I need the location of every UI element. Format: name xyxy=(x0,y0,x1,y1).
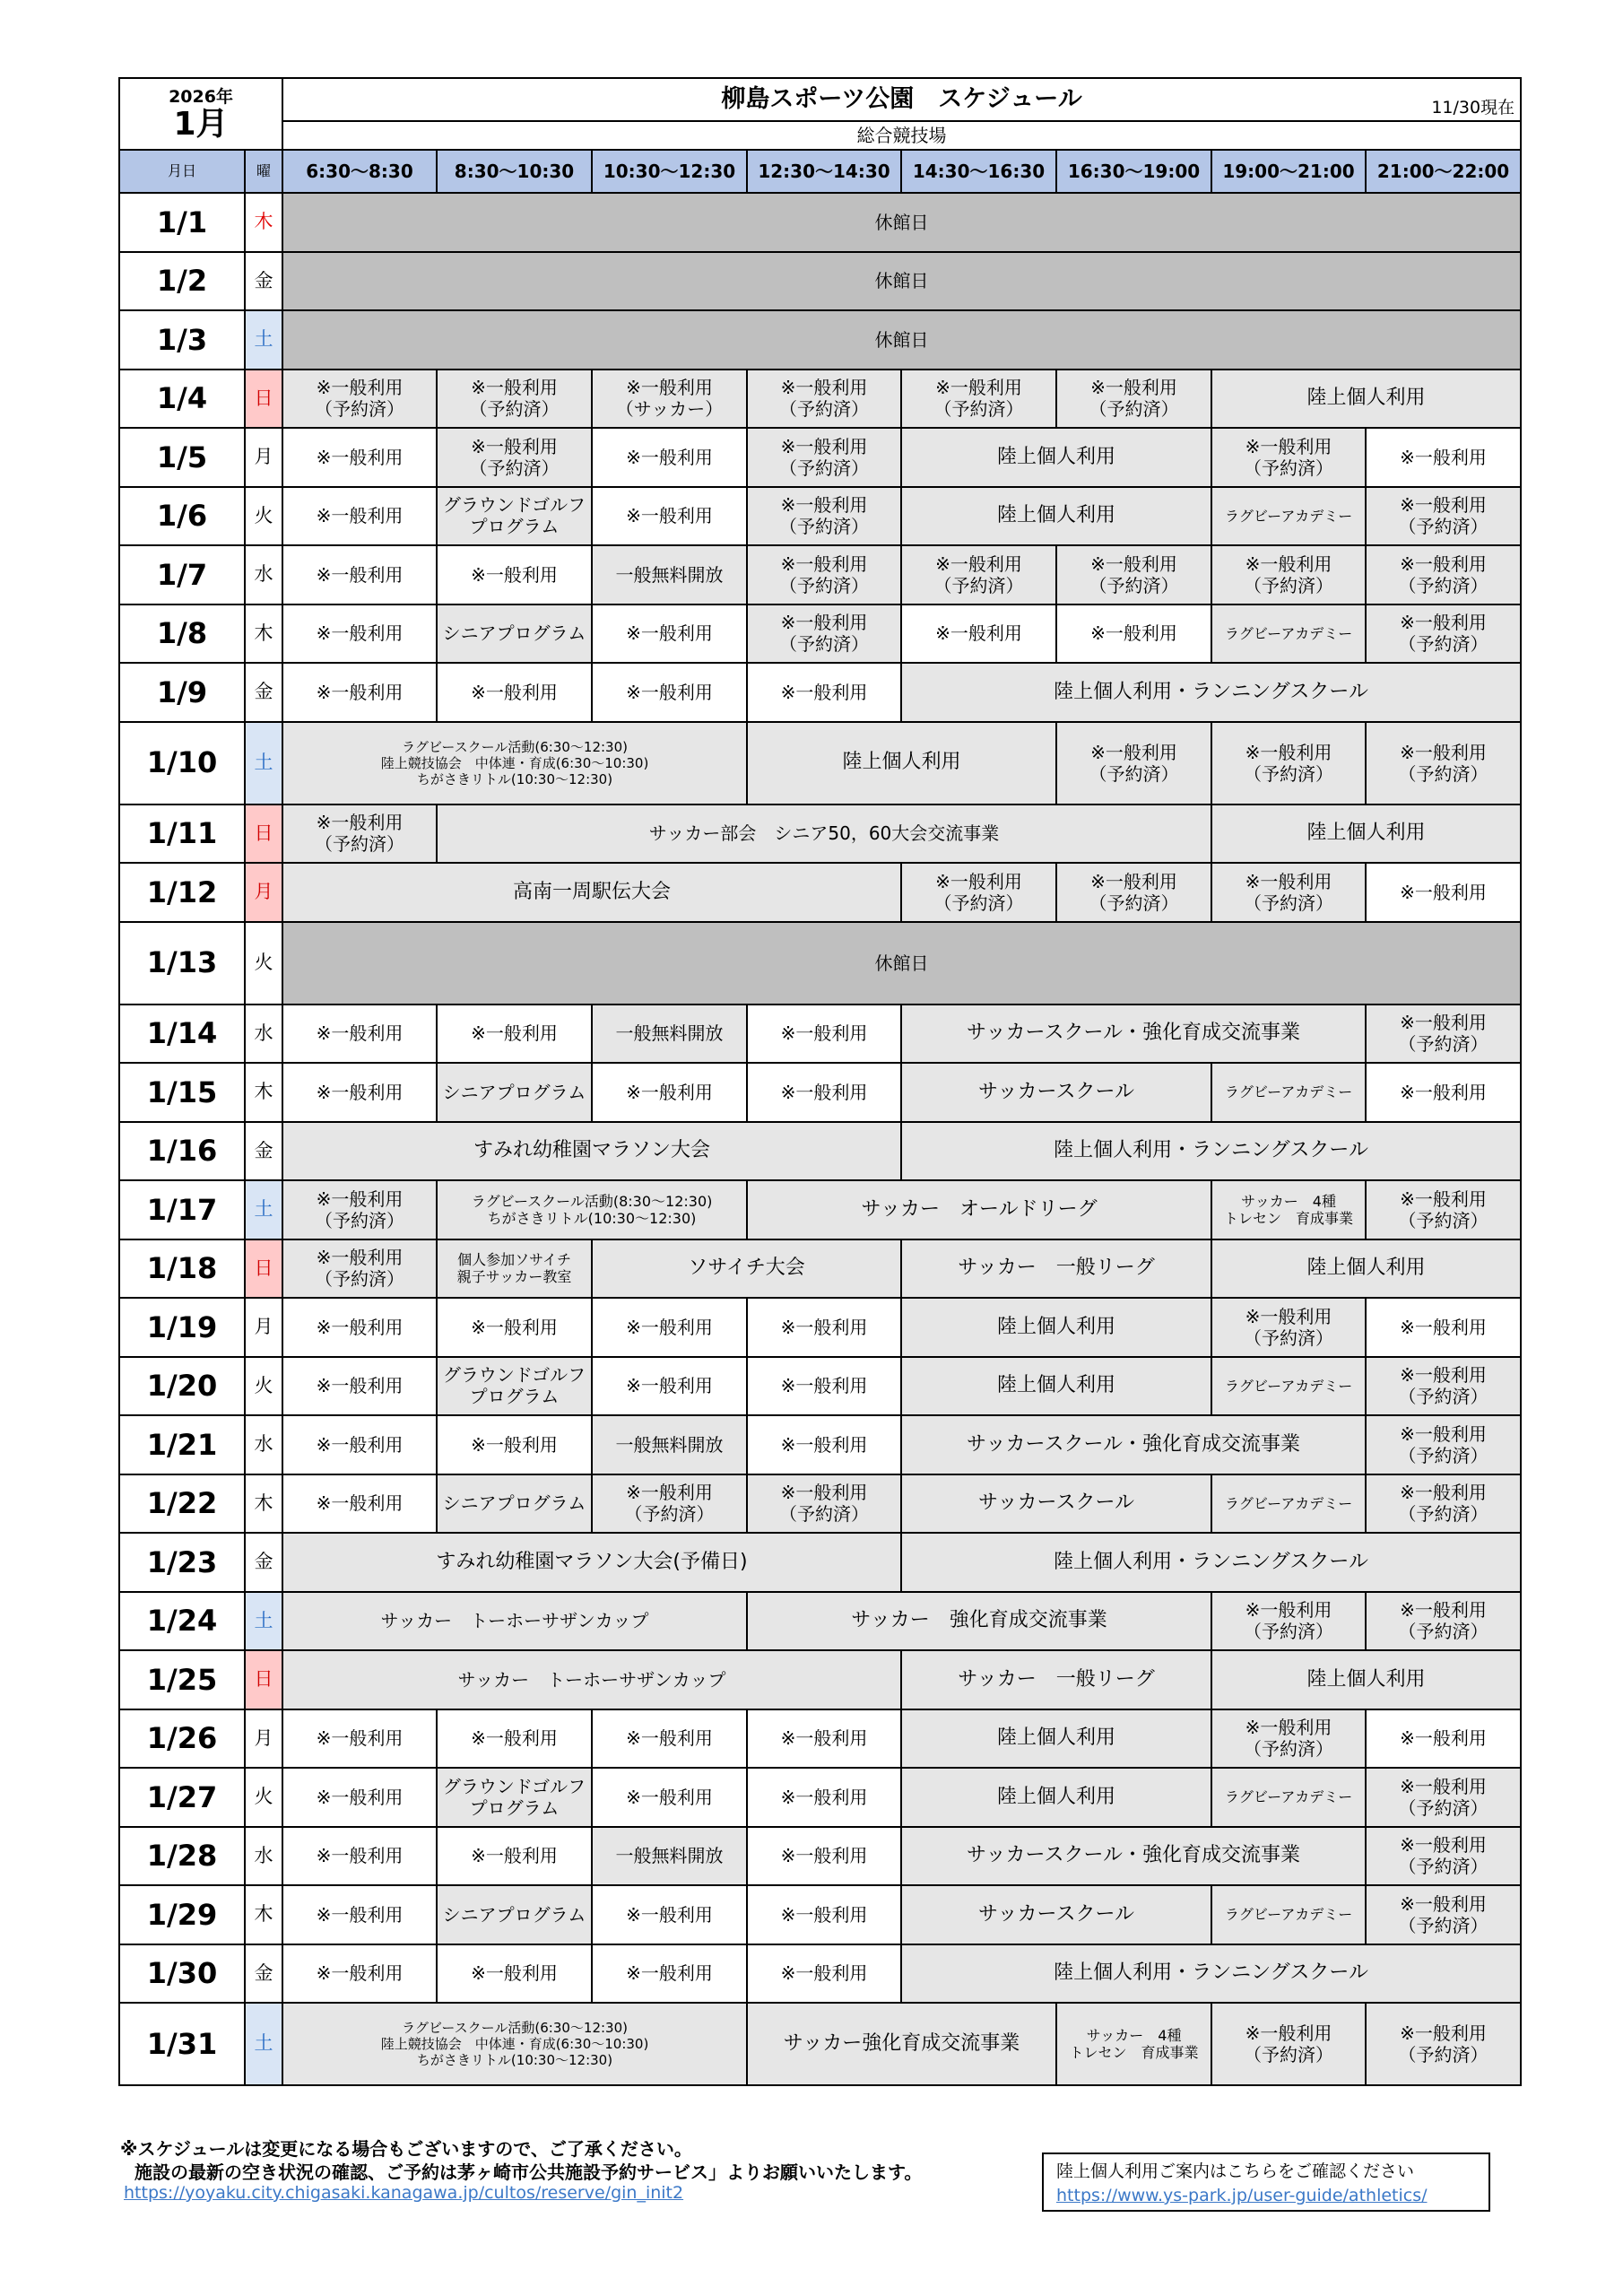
booking-cell: ※一般利用 （予約済） xyxy=(1366,2003,1521,2085)
month-label: 1月 xyxy=(173,105,229,143)
booking-cell: ※一般利用 xyxy=(437,1004,592,1064)
table-row xyxy=(119,1474,1521,1534)
table-row xyxy=(119,1768,1521,1827)
booking-cell: ※一般利用 xyxy=(592,663,747,722)
booking-cell: ※一般利用 xyxy=(747,663,901,722)
booking-cell: ※一般利用 （予約済） xyxy=(1366,1827,1521,1886)
booking-cell: サッカースクール xyxy=(901,1885,1211,1944)
table-row xyxy=(119,252,1521,311)
table-row xyxy=(119,1063,1521,1122)
date-cell: 1/14 xyxy=(119,1004,245,1064)
booking-cell: ※一般利用 xyxy=(592,604,747,664)
date-cell: 1/9 xyxy=(119,663,245,722)
closed-day-cell: 休館日 xyxy=(282,922,1521,1004)
booking-cell: ※一般利用 （予約済） xyxy=(1056,545,1211,604)
booking-cell: ソサイチ大会 xyxy=(592,1239,901,1299)
weekday-cell: 木 xyxy=(245,604,282,664)
column-header-slot: 19:00～21:00 xyxy=(1211,150,1366,193)
booking-cell: ※一般利用 （予約済） xyxy=(1211,722,1366,804)
column-header-slot: 12:30～14:30 xyxy=(747,150,901,193)
weekday-cell: 土 xyxy=(245,310,282,370)
date-cell: 1/20 xyxy=(119,1357,245,1416)
booking-cell: ※一般利用 xyxy=(282,1768,437,1827)
booking-cell: サッカー 強化育成交流事業 xyxy=(747,1592,1211,1651)
date-cell: 1/28 xyxy=(119,1827,245,1886)
booking-cell: ※一般利用 xyxy=(592,1063,747,1122)
booking-cell: ※一般利用 （予約済） xyxy=(1366,545,1521,604)
booking-cell: 陸上個人利用 xyxy=(901,1357,1211,1416)
weekday-cell: 金 xyxy=(245,1533,282,1592)
date-cell: 1/1 xyxy=(119,193,245,252)
table-row xyxy=(119,922,1521,1004)
booking-cell: ※一般利用 （予約済） xyxy=(437,370,592,429)
schedule-title-cell xyxy=(282,78,1521,121)
booking-cell: ※一般利用 （予約済） xyxy=(1211,2003,1366,2085)
booking-cell: ※一般利用 （予約済） xyxy=(1211,545,1366,604)
booking-cell: サッカースクール・強化育成交流事業 xyxy=(901,1004,1366,1064)
booking-cell: ※一般利用 （サッカー） xyxy=(592,370,747,429)
table-row xyxy=(119,1885,1521,1944)
weekday-cell: 土 xyxy=(245,1180,282,1239)
weekday-cell: 金 xyxy=(245,252,282,311)
table-row xyxy=(119,804,1521,864)
booking-cell: ※一般利用 （予約済） xyxy=(1366,1415,1521,1474)
booking-cell: ※一般利用 xyxy=(592,1944,747,2004)
booking-cell: グラウンドゴルフ プログラム xyxy=(437,487,592,546)
table-row xyxy=(119,722,1521,804)
booking-cell: ※一般利用 （予約済） xyxy=(1366,1474,1521,1534)
table-row xyxy=(119,1709,1521,1769)
booking-cell: ※一般利用 xyxy=(747,1709,901,1769)
date-cell: 1/31 xyxy=(119,2003,245,2085)
column-header-slot: 21:00～22:00 xyxy=(1366,150,1521,193)
booking-cell: 陸上個人利用 xyxy=(901,428,1211,487)
booking-cell: サッカー トーホーサザンカップ xyxy=(282,1650,901,1709)
booking-cell: 陸上個人利用 xyxy=(1211,1239,1521,1299)
closed-day-cell: 休館日 xyxy=(282,252,1521,311)
booking-cell: サッカースクール xyxy=(901,1063,1211,1122)
booking-cell: 陸上個人利用・ランニングスクール xyxy=(901,1944,1521,2004)
booking-cell: ※一般利用 xyxy=(437,1944,592,2004)
table-row xyxy=(119,663,1521,722)
booking-cell: ※一般利用 （予約済） xyxy=(1211,863,1366,922)
booking-cell: サッカースクール xyxy=(901,1474,1211,1534)
booking-cell: サッカー オールドリーグ xyxy=(747,1180,1211,1239)
booking-cell: ラグビーアカデミー xyxy=(1211,1357,1366,1416)
date-cell: 1/21 xyxy=(119,1415,245,1474)
as-of-date: 11/30現在 xyxy=(1431,98,1515,118)
date-cell: 1/4 xyxy=(119,370,245,429)
booking-cell: シニアプログラム xyxy=(437,604,592,664)
booking-cell: ※一般利用 （予約済） xyxy=(901,545,1056,604)
booking-cell: サッカースクール・強化育成交流事業 xyxy=(901,1827,1366,1886)
booking-cell: ※一般利用 xyxy=(282,1474,437,1534)
booking-cell: ※一般利用 xyxy=(747,1357,901,1416)
column-header-slot: 10:30～12:30 xyxy=(592,150,747,193)
booking-cell: ※一般利用 xyxy=(282,487,437,546)
weekday-cell: 日 xyxy=(245,1650,282,1709)
booking-cell: ※一般利用 xyxy=(901,604,1056,664)
booking-cell: シニアプログラム xyxy=(437,1063,592,1122)
date-cell: 1/24 xyxy=(119,1592,245,1651)
weekday-cell: 日 xyxy=(245,804,282,864)
booking-cell: グラウンドゴルフ プログラム xyxy=(437,1768,592,1827)
booking-cell: ※一般利用 xyxy=(282,1885,437,1944)
column-header-slot: 8:30～10:30 xyxy=(437,150,592,193)
booking-cell: ※一般利用 xyxy=(282,1298,437,1357)
booking-cell: 陸上個人利用 xyxy=(1211,804,1521,864)
booking-cell: ※一般利用 xyxy=(437,1827,592,1886)
date-cell: 1/27 xyxy=(119,1768,245,1827)
booking-cell: シニアプログラム xyxy=(437,1885,592,1944)
booking-cell: ※一般利用 xyxy=(1366,428,1521,487)
date-cell: 1/22 xyxy=(119,1474,245,1534)
booking-cell: ※一般利用 （予約済） xyxy=(747,604,901,664)
booking-cell: ※一般利用 xyxy=(1366,1709,1521,1769)
weekday-cell: 土 xyxy=(245,722,282,804)
booking-cell: ※一般利用 （予約済） xyxy=(1056,863,1211,922)
table-row xyxy=(119,1122,1521,1181)
booking-cell: サッカー強化育成交流事業 xyxy=(747,2003,1056,2085)
booking-cell: 一般無料開放 xyxy=(592,1415,747,1474)
booking-cell: ※一般利用 （予約済） xyxy=(1366,1885,1521,1944)
date-cell: 1/26 xyxy=(119,1709,245,1769)
date-cell: 1/5 xyxy=(119,428,245,487)
booking-cell: ※一般利用 xyxy=(282,663,437,722)
weekday-cell: 金 xyxy=(245,1944,282,2004)
table-row xyxy=(119,1357,1521,1416)
booking-cell: ※一般利用 （予約済） xyxy=(747,487,901,546)
booking-cell: ラグビーアカデミー xyxy=(1211,604,1366,664)
booking-cell: ※一般利用 xyxy=(1366,863,1521,922)
booking-cell: ※一般利用 （予約済） xyxy=(1366,487,1521,546)
booking-cell: ※一般利用 xyxy=(282,1709,437,1769)
booking-cell: ※一般利用 xyxy=(592,1885,747,1944)
date-cell: 1/15 xyxy=(119,1063,245,1122)
booking-cell: ※一般利用 （予約済） xyxy=(901,863,1056,922)
booking-cell: 陸上個人利用 xyxy=(747,722,1056,804)
column-header-dow: 曜 xyxy=(245,150,282,193)
date-cell: 1/6 xyxy=(119,487,245,546)
weekday-cell: 火 xyxy=(245,922,282,1004)
date-cell: 1/23 xyxy=(119,1533,245,1592)
weekday-cell: 土 xyxy=(245,2003,282,2085)
table-row xyxy=(119,1004,1521,1064)
table-row xyxy=(119,1298,1521,1357)
date-cell: 1/16 xyxy=(119,1122,245,1181)
booking-cell: サッカー 4種 トレセン 育成事業 xyxy=(1211,1180,1366,1239)
booking-cell: 一般無料開放 xyxy=(592,545,747,604)
booking-cell: ※一般利用 xyxy=(282,545,437,604)
booking-cell: ※一般利用 （予約済） xyxy=(282,370,437,429)
table-row xyxy=(119,1650,1521,1709)
page-title: 柳島スポーツ公園 スケジュール xyxy=(721,84,1082,113)
booking-cell: ※一般利用 （予約済） xyxy=(747,428,901,487)
weekday-cell: 土 xyxy=(245,1592,282,1651)
date-cell: 1/30 xyxy=(119,1944,245,2004)
booking-cell: ラグビーアカデミー xyxy=(1211,487,1366,546)
booking-cell: ※一般利用 （予約済） xyxy=(282,1239,437,1299)
booking-cell: ラグビーアカデミー xyxy=(1211,1474,1366,1534)
booking-cell: ラグビーアカデミー xyxy=(1211,1768,1366,1827)
booking-cell: ※一般利用 xyxy=(437,1298,592,1357)
table-row xyxy=(119,310,1521,370)
schedule-table xyxy=(118,77,1522,2086)
table-row xyxy=(119,604,1521,664)
weekday-cell: 木 xyxy=(245,193,282,252)
table-row xyxy=(119,1239,1521,1299)
booking-cell: 個人参加ソサイチ 親子サッカー教室 xyxy=(437,1239,592,1299)
booking-cell: ※一般利用 xyxy=(437,663,592,722)
weekday-cell: 火 xyxy=(245,1357,282,1416)
date-cell: 1/13 xyxy=(119,922,245,1004)
booking-cell: ※一般利用 （予約済） xyxy=(437,428,592,487)
footer-note-reservation: 施設の最新の空き状況の確認、ご予約は茅ヶ崎市公共施設予約サービス」よりお願いいたします。 xyxy=(135,2161,923,2183)
athletics-info-text: 陸上個人利用ご案内はこちらをご確認ください xyxy=(1056,2161,1415,2181)
booking-cell: ラグビースクール活動(8:30～12:30) ちがさきリトル(10:30～12:30) xyxy=(437,1180,747,1239)
closed-day-cell: 休館日 xyxy=(282,193,1521,252)
weekday-cell: 火 xyxy=(245,487,282,546)
booking-cell: 一般無料開放 xyxy=(592,1004,747,1064)
booking-cell: ※一般利用 （予約済） xyxy=(1056,370,1211,429)
athletics-guide-link[interactable]: https://www.ys-park.jp/user-guide/athletics/ xyxy=(1056,2186,1428,2205)
date-cell: 1/18 xyxy=(119,1239,245,1299)
booking-cell: ※一般利用 xyxy=(747,1885,901,1944)
date-cell: 1/10 xyxy=(119,722,245,804)
date-cell: 1/11 xyxy=(119,804,245,864)
closed-day-cell: 休館日 xyxy=(282,310,1521,370)
booking-cell: ※一般利用 xyxy=(747,1415,901,1474)
table-row xyxy=(119,1180,1521,1239)
booking-cell: ※一般利用 xyxy=(592,1709,747,1769)
booking-cell: ※一般利用 xyxy=(592,487,747,546)
booking-cell: サッカー トーホーサザンカップ xyxy=(282,1592,747,1651)
booking-cell: ※一般利用 xyxy=(747,1768,901,1827)
booking-cell: ※一般利用 xyxy=(282,428,437,487)
booking-cell: ※一般利用 （予約済） xyxy=(1056,722,1211,804)
booking-cell: ※一般利用 xyxy=(437,545,592,604)
table-row xyxy=(119,370,1521,429)
column-header-slot: 14:30～16:30 xyxy=(901,150,1056,193)
weekday-cell: 水 xyxy=(245,1827,282,1886)
weekday-cell: 月 xyxy=(245,428,282,487)
weekday-cell: 木 xyxy=(245,1063,282,1122)
booking-cell: サッカー 一般リーグ xyxy=(901,1650,1211,1709)
weekday-cell: 月 xyxy=(245,1709,282,1769)
booking-cell: ※一般利用 xyxy=(747,1298,901,1357)
booking-cell: ※一般利用 （予約済） xyxy=(1366,1180,1521,1239)
table-row xyxy=(119,487,1521,546)
booking-cell: ※一般利用 xyxy=(282,1415,437,1474)
table-row xyxy=(119,1592,1521,1651)
booking-cell: ※一般利用 （予約済） xyxy=(282,1180,437,1239)
weekday-cell: 金 xyxy=(245,663,282,722)
date-cell: 1/29 xyxy=(119,1885,245,1944)
weekday-cell: 水 xyxy=(245,1004,282,1064)
weekday-cell: 月 xyxy=(245,1298,282,1357)
booking-cell: ※一般利用 xyxy=(282,1063,437,1122)
booking-cell: ※一般利用 xyxy=(592,1768,747,1827)
booking-cell: ※一般利用 （予約済） xyxy=(747,545,901,604)
booking-cell: 陸上個人利用 xyxy=(901,487,1211,546)
date-cell: 1/19 xyxy=(119,1298,245,1357)
table-row xyxy=(119,1944,1521,2004)
booking-cell: すみれ幼稚園マラソン大会(予備日) xyxy=(282,1533,901,1592)
booking-cell: ※一般利用 （予約済） xyxy=(1366,722,1521,804)
booking-cell: 高南一周駅伝大会 xyxy=(282,863,901,922)
booking-cell: ※一般利用 xyxy=(747,1063,901,1122)
table-row xyxy=(119,1827,1521,1886)
booking-cell: ※一般利用 xyxy=(747,1944,901,2004)
booking-cell: ※一般利用 xyxy=(1366,1063,1521,1122)
reservation-link[interactable]: https://yoyaku.city.chigasaki.kanagawa.jp/cultos/reserve/gin_init2 xyxy=(124,2183,684,2203)
booking-cell: ※一般利用 （予約済） xyxy=(1211,1709,1366,1769)
booking-cell: シニアプログラム xyxy=(437,1474,592,1534)
date-cell: 1/8 xyxy=(119,604,245,664)
booking-cell: ※一般利用 xyxy=(592,1298,747,1357)
booking-cell: ※一般利用 （予約済） xyxy=(282,804,437,864)
booking-cell: ※一般利用 xyxy=(747,1004,901,1064)
booking-cell: ラグビースクール活動(6:30～12:30) 陸上競技協会 中体連・育成(6:30～10:30) ちがさきリトル(10:30～12:30) xyxy=(282,722,747,804)
booking-cell: ※一般利用 xyxy=(1056,604,1211,664)
booking-cell: ※一般利用 xyxy=(282,1357,437,1416)
booking-cell: ※一般利用 （予約済） xyxy=(1211,1592,1366,1651)
booking-cell: 陸上個人利用 xyxy=(901,1298,1211,1357)
booking-cell: ラグビーアカデミー xyxy=(1211,1885,1366,1944)
booking-cell: すみれ幼稚園マラソン大会 xyxy=(282,1122,901,1181)
booking-cell: ※一般利用 xyxy=(282,1944,437,2004)
table-row xyxy=(119,545,1521,604)
date-cell: 1/2 xyxy=(119,252,245,311)
booking-cell: ※一般利用 （予約済） xyxy=(1366,1004,1521,1064)
table-row xyxy=(119,2003,1521,2085)
column-header-slot: 6:30～8:30 xyxy=(282,150,437,193)
booking-cell: ※一般利用 （予約済） xyxy=(1211,1298,1366,1357)
booking-cell: ※一般利用 xyxy=(592,1357,747,1416)
table-row xyxy=(119,1415,1521,1474)
booking-cell: ラグビースクール活動(6:30～12:30) 陸上競技協会 中体連・育成(6:30～10:30) ちがさきリトル(10:30～12:30) xyxy=(282,2003,747,2085)
booking-cell: ※一般利用 xyxy=(1366,1298,1521,1357)
weekday-cell: 木 xyxy=(245,1474,282,1534)
table-row xyxy=(119,428,1521,487)
booking-cell: ※一般利用 xyxy=(437,1415,592,1474)
booking-cell: ※一般利用 xyxy=(282,1827,437,1886)
facility-name: 総合競技場 xyxy=(282,121,1521,150)
booking-cell: サッカー部会 シニア50，60大会交流事業 xyxy=(437,804,1211,864)
weekday-cell: 日 xyxy=(245,370,282,429)
year-label: 2026年 xyxy=(169,86,233,107)
booking-cell: ※一般利用 （予約済） xyxy=(1366,1592,1521,1651)
date-cell: 1/7 xyxy=(119,545,245,604)
booking-cell: サッカー 4種 トレセン 育成事業 xyxy=(1056,2003,1211,2085)
booking-cell: 陸上個人利用 xyxy=(1211,370,1521,429)
booking-cell: 陸上個人利用・ランニングスクール xyxy=(901,1122,1521,1181)
weekday-cell: 木 xyxy=(245,1885,282,1944)
booking-cell: ※一般利用 xyxy=(592,428,747,487)
booking-cell: ※一般利用 （予約済） xyxy=(1211,428,1366,487)
weekday-cell: 金 xyxy=(245,1122,282,1181)
table-row xyxy=(119,193,1521,252)
column-header-row xyxy=(119,150,1521,193)
booking-cell: 陸上個人利用・ランニングスクール xyxy=(901,1533,1521,1592)
weekday-cell: 水 xyxy=(245,1415,282,1474)
booking-cell: ※一般利用 xyxy=(747,1827,901,1886)
booking-cell: ※一般利用 xyxy=(282,604,437,664)
table-row xyxy=(119,1533,1521,1592)
date-cell: 1/12 xyxy=(119,863,245,922)
weekday-cell: 日 xyxy=(245,1239,282,1299)
date-cell: 1/3 xyxy=(119,310,245,370)
booking-cell: ※一般利用 （予約済） xyxy=(901,370,1056,429)
booking-cell: ※一般利用 xyxy=(282,1004,437,1064)
booking-cell: ※一般利用 （予約済） xyxy=(747,1474,901,1534)
booking-cell: 陸上個人利用 xyxy=(901,1768,1211,1827)
booking-cell: ※一般利用 （予約済） xyxy=(1366,1357,1521,1416)
booking-cell: 陸上個人利用 xyxy=(1211,1650,1521,1709)
booking-cell: ※一般利用 （予約済） xyxy=(1366,604,1521,664)
date-cell: 1/17 xyxy=(119,1180,245,1239)
booking-cell: 陸上個人利用 xyxy=(901,1709,1211,1769)
booking-cell: ラグビーアカデミー xyxy=(1211,1063,1366,1122)
date-cell: 1/25 xyxy=(119,1650,245,1709)
booking-cell: グラウンドゴルフ プログラム xyxy=(437,1357,592,1416)
booking-cell: ※一般利用 （予約済） xyxy=(592,1474,747,1534)
weekday-cell: 火 xyxy=(245,1768,282,1827)
weekday-cell: 水 xyxy=(245,545,282,604)
booking-cell: ※一般利用 （予約済） xyxy=(1366,1768,1521,1827)
booking-cell: サッカー 一般リーグ xyxy=(901,1239,1211,1299)
column-header-slot: 16:30～19:00 xyxy=(1056,150,1211,193)
table-row xyxy=(119,863,1521,922)
booking-cell: ※一般利用 xyxy=(437,1709,592,1769)
footer-note-change: ※スケジュールは変更になる場合もございますので、ご了承ください。 xyxy=(120,2138,692,2160)
booking-cell: サッカースクール・強化育成交流事業 xyxy=(901,1415,1366,1474)
booking-cell: ※一般利用 （予約済） xyxy=(747,370,901,429)
athletics-info-box xyxy=(1042,2152,1490,2212)
weekday-cell: 月 xyxy=(245,863,282,922)
column-header-date: 月日 xyxy=(119,150,245,193)
booking-cell: 一般無料開放 xyxy=(592,1827,747,1886)
year-month-cell xyxy=(119,78,282,150)
booking-cell: 陸上個人利用・ランニングスクール xyxy=(901,663,1521,722)
